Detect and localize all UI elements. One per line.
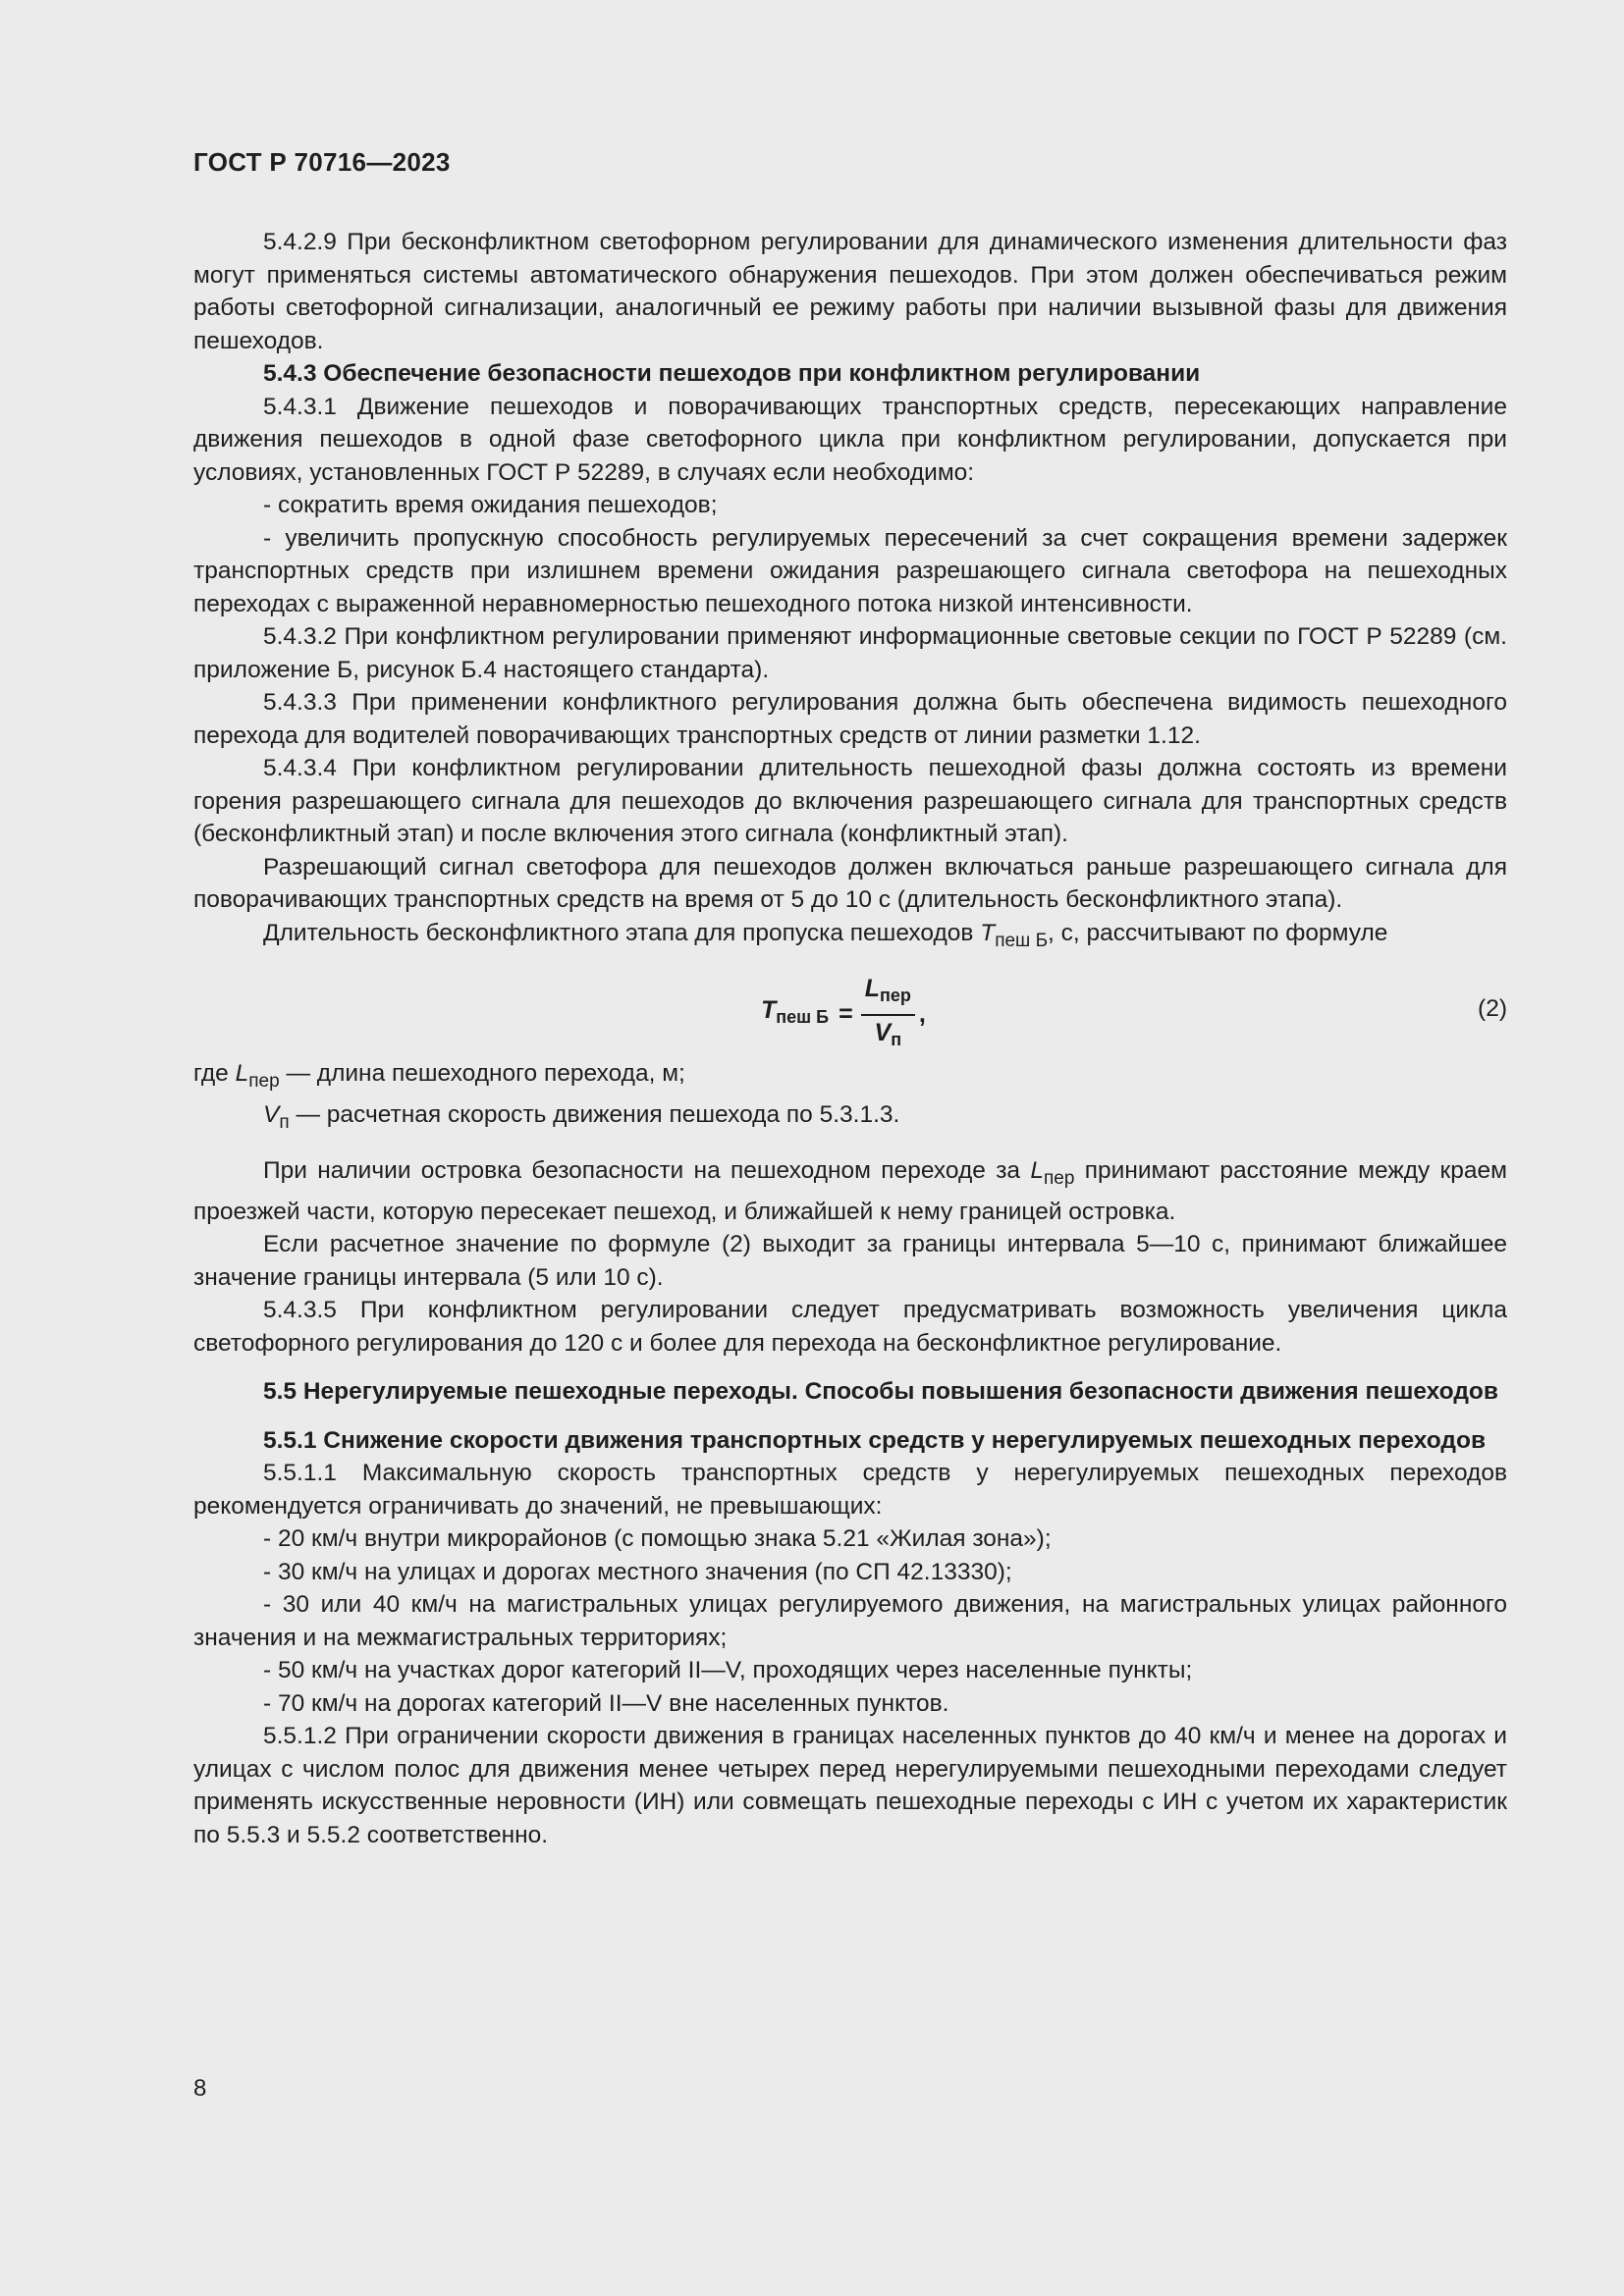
paragraph-calc-value: Если расчетное значение по формуле (2) выходит за границы интервала 5—10 с, принимают ближайшее значение границы интервала (5 или 10 с). — [193, 1231, 1507, 1291]
list-item: - 30 или 40 км/ч на магистральных улицах регулируемого движения, на магистральных улицах районного значения и на межмагистральных территориях; — [193, 1591, 1507, 1651]
formula-denominator: $V_п$ — [874, 1018, 902, 1049]
formula-number: (2) — [1478, 995, 1507, 1022]
paragraph-5-4-3-1: 5.4.3.1 Движение пешеходов и поворачивающих транспортных средств, пересекающих направление движения пешеходов в одной фазе светофорного цикла при конфликтном регулировании, допускается при условиях, установленных ГОСТ Р 52289, в случаях если необходимо: — [193, 393, 1507, 486]
document-header: ГОСТ Р 70716—2023 — [193, 147, 451, 177]
page-number: 8 — [193, 2075, 207, 2102]
paragraph-allow-signal: Разрешающий сигнал светофора для пешеходов должен включаться раньше разрешающего сигнала для поворачивающих транспортных средств на время от 5 до 10 с (длительность бесконфликтного этапа). — [193, 853, 1507, 913]
formula-numerator: $L_{пер}$ — [864, 975, 911, 1005]
paragraph-5-4-3-2: 5.4.3.2 При конфликтном регулировании применяют информационные световые секции по ГОСТ Р 52289 (см. приложение Б, рисунок Б.4 настоящего стандарта). — [193, 623, 1507, 683]
where-l-definition: где $L_{пер}$ — длина пешеходного перехода, м; — [193, 1060, 685, 1092]
paragraph-5-5-1-1: 5.5.1.1 Максимальную скорость транспортных средств у нерегулируемых пешеходных переходов рекомендуется ограничивать до значений, не превышающих: — [193, 1460, 1507, 1520]
paragraph-duration: Длительность бесконфликтного этапа для пропуска пешеходов $T_{пеш Б}$, с, рассчитывают по формуле — [263, 919, 1388, 951]
paragraph-5-4-3-4: 5.4.3.4 При конфликтном регулировании длительность пешеходной фазы должна состоять из времени горения разрешающего сигнала для пешеходов до включения разрешающего сигнала для транспортных средств (бесконфликтный этап) и после включения этого сигнала (конфликтный этап). — [193, 755, 1507, 847]
formula-equals: = — [839, 999, 853, 1028]
paragraph-5-4-3-5: 5.4.3.5 При конфликтном регулировании следует предусматривать возможность увеличения цикла светофорного регулирования до 120 с и более для перехода на бесконфликтное регулирование. — [193, 1297, 1507, 1357]
paragraph-5-4-2-9: 5.4.2.9 При бесконфликтном светофорном регулировании для динамического изменения длительности фаз могут применяться системы автоматического обнаружения пешеходов. При этом должен обеспечиваться режим работы светофорной сигнализации, аналогичный ее режиму работы при наличии вызывной фазы для движения пешеходов. — [193, 229, 1507, 354]
list-item: - сократить время ожидания пешеходов; — [263, 492, 718, 518]
formula-2: $T_{пеш Б}$ = $\frac{L_{пер}}{V_п}$ , — [761, 973, 926, 1056]
paragraph-5-5-1-2: 5.5.1.2 При ограничении скорости движения в границах населенных пунктов до 40 км/ч и менее на дорогах и улицах с числом полос для движения менее четырех перед нерегулируемыми пешеходными переходами следует применять искусственные неровности (ИН) или совмещать пешеходные переходы с ИН с учетом их характеристик по 5.5.3 и 5.5.2 соответственно. — [193, 1723, 1507, 1848]
paragraph-5-4-3-3: 5.4.3.3 При применении конфликтного регулирования должна быть обеспечена видимость пешеходного перехода для водителей поворачивающих транспортных средств от линии разметки 1.12. — [193, 689, 1507, 749]
formula-row — [193, 963, 1507, 1057]
fraction-bar — [861, 1014, 915, 1016]
list-item: - 70 км/ч на дорогах категорий II—V вне населенных пунктов. — [263, 1689, 949, 1717]
document-body — [193, 226, 1507, 1851]
list-item: - 30 км/ч на улицах и дорогах местного значения (по СП 42.13330); — [263, 1558, 1012, 1585]
list-item: - увеличить пропускную способность регулируемых пересечений за счет сокращения времени задержек транспортных средств при излишнем времени ожидания разрешающего сигнала светофора на пешеходных переходах с выраженной неравномерностью пешеходного потока низкой интенсивности. — [193, 524, 1507, 617]
formula-fraction — [861, 973, 915, 1056]
heading-5-4-3: 5.4.3 Обеспечение безопасности пешеходов при конфликтном регулировании — [263, 360, 1201, 387]
heading-5-5: 5.5 Нерегулируемые пешеходные переходы. Способы повышения безопасности движения пешеходов — [263, 1378, 1498, 1405]
paragraph-island: При наличии островка безопасности на пешеходном переходе за $L_{пер}$ принимают расстояние между краем проезжей части, которую пересекает пешеход, и ближайшей к нему границей островка. — [193, 1157, 1507, 1225]
where-v-definition: $V_п$ — расчетная скорость движения пешехода по 5.3.1.3. — [263, 1100, 900, 1133]
formula-lhs: $T_{пеш Б}$ — [761, 996, 830, 1028]
heading-5-5-1: 5.5.1 Снижение скорости движения транспортных средств у нерегулируемых пешеходных переходов — [263, 1426, 1487, 1454]
list-item: - 20 км/ч внутри микрорайонов (с помощью знака 5.21 «Жилая зона»); — [263, 1525, 1052, 1552]
list-item: - 50 км/ч на участках дорог категорий II—V, проходящих через населенные пункты; — [263, 1657, 1193, 1683]
